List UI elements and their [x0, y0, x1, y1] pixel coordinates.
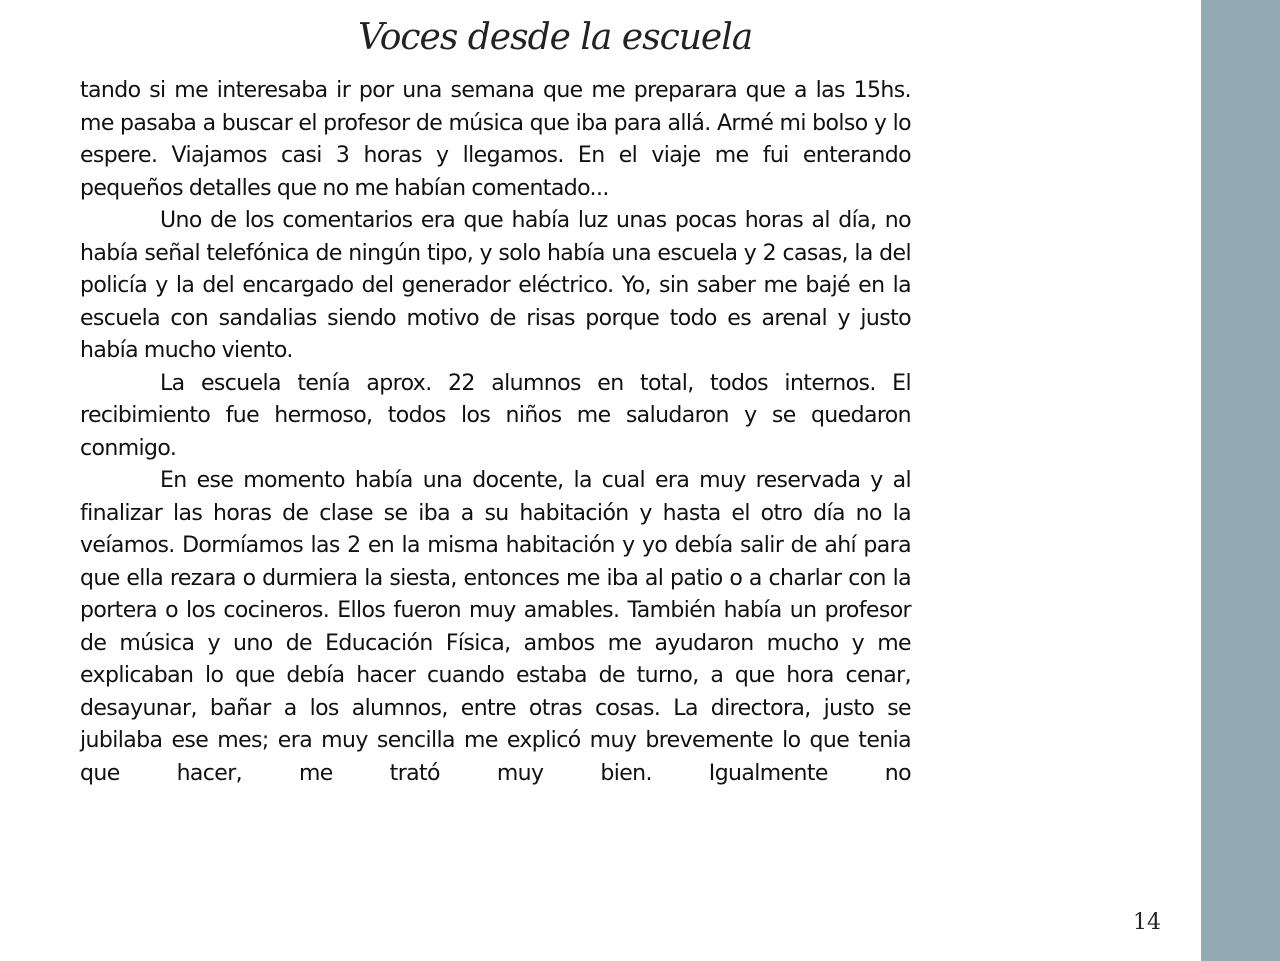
paragraph-2: Uno de los comentarios era que había luz unas pocas horas al día, no había señal telefónica de ningún tipo, y solo había una escuela y 2 casas, la del policía y la del encargado del generador eléctrico. Yo, sin saber me bajé en la escuela con sandalias siendo motivo de risas porque todo es arenal y justo había mucho viento.: [80, 208, 911, 363]
paragraph-1: tando si me interesaba ir por una semana que me preparara que a las 15hs. me pasaba a buscar el profesor de música que iba para allá. Armé mi bolso y lo espere. Viajamos casi 3 horas y llegamos. En el viaje me fui enterando pequeños detalles que no me habían comentado...: [80, 78, 911, 201]
side-color-band: [1201, 0, 1280, 961]
body-text: [80, 75, 911, 790]
page-number: 14: [1133, 910, 1161, 935]
running-header-title: Voces desde la escuela: [358, 17, 753, 58]
paragraph-3: La escuela tenía aprox. 22 alumnos en total, todos internos. El recibimiento fue hermoso, todos los niños me saludaron y se quedaron conmigo.: [80, 370, 911, 461]
paragraph-4: En ese momento había una docente, la cual era muy reservada y al finalizar las horas de clase se iba a su habitación y hasta el otro día no la veíamos. Dormíamos las 2 en la misma habitación y yo debía salir de ahí para que ella rezara o durmiera la siesta, entonces me iba al patio o a charlar con la portera o los cocineros. Ellos fueron muy amables. También había un profesor de música y uno de Educación Física, ambos me ayudaron mucho y me explicaban lo que debía hacer cuando estaba de turno, a que hora cenar, desayunar, bañar a los alumnos, entre otras cosas. La directora, justo se jubilaba ese mes; era muy sencilla me explicó muy brevemente lo que tenia que hacer, me trató muy bien. Igualmente no: [80, 468, 911, 786]
